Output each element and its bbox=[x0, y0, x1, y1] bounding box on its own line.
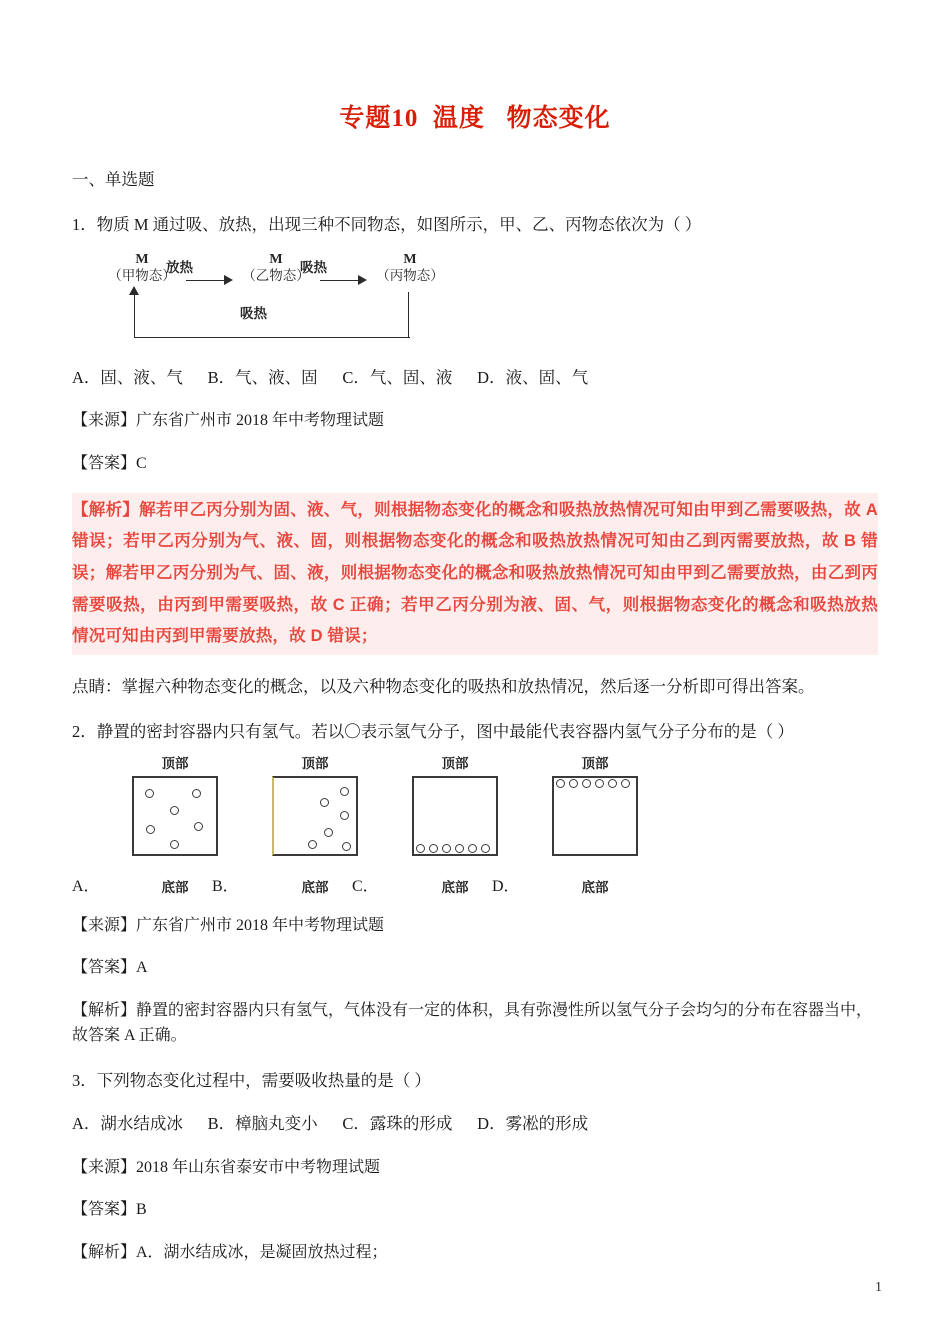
question-1-analysis: 【解析】解若甲乙丙分别为固、液、气，则根据物态变化的概念和吸热放热情况可知由甲到乙需要吸热，故 A 错误；若甲乙丙分别为气、液、固，则根据物态变化的概念和吸热放热情况可知由乙到丙需要放热，故 B 错误；解若甲乙丙分别为气、固、液，则根据物态变化的概念和吸热放热情况可知由甲到乙需要放热，由乙到丙需要吸热，由丙到甲需要吸热，故 C 正确；若甲乙丙分别为液、固、气，则根据物态变化的概念和吸热放热情况可知由丙到甲需要放热，故 D 错误； bbox=[72, 493, 878, 655]
molecule-icon bbox=[481, 844, 490, 853]
question-3-source: 【来源】2018 年山东省泰安市中考物理试题 bbox=[72, 1158, 381, 1176]
option-a-bottom-label: 底部 bbox=[161, 879, 189, 895]
question-1-figure bbox=[94, 252, 474, 348]
molecule-icon bbox=[342, 842, 351, 851]
flow-arrow-label-xire-2: 吸热 bbox=[240, 305, 267, 321]
question-3-options: A．湖水结成冰 B．樟脑丸变小 C．露珠的形成 D．雾凇的形成 bbox=[72, 1114, 589, 1134]
flow-arrow-line-1 bbox=[186, 280, 226, 281]
flow-arrow-line-2 bbox=[320, 280, 360, 281]
page-number: 1 bbox=[875, 1280, 882, 1295]
molecule-icon bbox=[608, 779, 617, 788]
flow-arrowhead-2 bbox=[358, 275, 367, 285]
molecule-icon bbox=[442, 844, 451, 853]
question-2-option-b bbox=[240, 756, 390, 856]
molecule-icon bbox=[146, 825, 155, 834]
flow-node-jia-symbol: M bbox=[135, 251, 149, 267]
flow-feedback-bottom-line bbox=[134, 337, 410, 338]
question-1-stem: 1．物质 M 通过吸、放热，出现三种不同物态，如图所示，甲、乙、丙物态依次为（ ） bbox=[72, 214, 702, 234]
molecule-icon bbox=[340, 811, 349, 820]
question-1-tip: 点睛：掌握六种物态变化的概念，以及六种物态变化的吸热和放热情况，然后逐一分析即可得出答案。 bbox=[72, 676, 815, 696]
option-b-bottom-label: 底部 bbox=[301, 879, 329, 895]
flow-node-bing-symbol: M bbox=[403, 251, 417, 267]
flow-arrow-label-fangre: 放热 bbox=[166, 259, 193, 275]
question-2-figure bbox=[72, 756, 878, 896]
flow-arrow-label-xire-1: 吸热 bbox=[300, 259, 327, 275]
flow-node-bing bbox=[362, 252, 458, 283]
molecule-icon bbox=[308, 840, 317, 849]
option-c-container bbox=[412, 776, 498, 856]
option-d-container bbox=[552, 776, 638, 856]
molecule-icon bbox=[340, 787, 349, 796]
question-1-source: 【来源】广东省广州市 2018 年中考物理试题 bbox=[72, 412, 385, 430]
option-a-top-label: 顶部 bbox=[161, 755, 189, 771]
question-2-source: 【来源】广东省广州市 2018 年中考物理试题 bbox=[72, 916, 385, 934]
molecule-icon bbox=[455, 844, 464, 853]
option-b-letter: B． bbox=[212, 877, 239, 895]
molecule-icon bbox=[192, 789, 201, 798]
option-d-letter: D． bbox=[492, 877, 520, 895]
flow-feedback-left-line bbox=[134, 294, 135, 338]
question-2-analysis: 【解析】静置的密封容器内只有氢气，气体没有一定的体积，具有弥漫性所以氢气分子会均匀的分布在容器当中，故答案 A 正确。 bbox=[72, 1001, 873, 1045]
molecule-icon bbox=[416, 844, 425, 853]
option-b-container bbox=[272, 776, 358, 856]
section-label: 一、单选题 bbox=[72, 170, 155, 189]
question-3-answer: 【答案】B bbox=[72, 1201, 147, 1219]
question-1-options: A．固、液、气 B．气、液、固 C．气、固、液 D．液、固、气 bbox=[72, 367, 589, 387]
option-d-top-label: 顶部 bbox=[581, 755, 609, 771]
question-3-analysis: 【解析】A．湖水结成冰，是凝固放热过程； bbox=[72, 1244, 388, 1262]
page-title: 专题10 温度 物态变化 bbox=[339, 105, 611, 132]
flow-feedback-right-line bbox=[408, 292, 409, 338]
question-2-answer: 【答案】A bbox=[72, 959, 148, 977]
molecule-icon bbox=[194, 822, 203, 831]
molecule-icon bbox=[582, 779, 591, 788]
option-a-letter: A． bbox=[72, 877, 100, 895]
flow-node-bing-state: （丙物态） bbox=[376, 267, 444, 283]
flow-arrowhead-1 bbox=[224, 275, 233, 285]
molecule-icon bbox=[324, 828, 333, 837]
option-c-top-label: 顶部 bbox=[441, 755, 469, 771]
option-b-top-label: 顶部 bbox=[301, 755, 329, 771]
question-2-option-d bbox=[520, 756, 670, 856]
question-2-stem: 2．静置的密封容器内只有氢气。若以〇表示氢气分子，图中最能代表容器内氢气分子分布的是（ ） bbox=[72, 722, 794, 742]
flow-node-jia-state: （甲物态） bbox=[108, 267, 176, 283]
question-3-stem: 3．下列物态变化过程中，需要吸收热量的是（ ） bbox=[72, 1071, 431, 1091]
molecule-icon bbox=[170, 840, 179, 849]
question-2-option-a bbox=[100, 756, 250, 856]
molecule-icon bbox=[145, 789, 154, 798]
molecule-icon bbox=[429, 844, 438, 853]
flow-node-yi-symbol: M bbox=[269, 251, 283, 267]
molecule-icon bbox=[170, 806, 179, 815]
flow-arrowhead-3 bbox=[129, 286, 139, 295]
option-a-container bbox=[132, 776, 218, 856]
molecule-icon bbox=[468, 844, 477, 853]
option-d-bottom-label: 底部 bbox=[581, 879, 609, 895]
molecule-icon bbox=[569, 779, 578, 788]
molecule-icon bbox=[320, 798, 329, 807]
question-1-answer: 【答案】C bbox=[72, 454, 147, 472]
option-c-bottom-label: 底部 bbox=[441, 879, 469, 895]
molecule-icon bbox=[621, 779, 630, 788]
option-c-letter: C． bbox=[352, 877, 379, 895]
molecule-icon bbox=[595, 779, 604, 788]
question-2-option-c bbox=[380, 756, 530, 856]
molecule-icon bbox=[556, 779, 565, 788]
flow-node-yi-state: （乙物态） bbox=[242, 267, 310, 283]
